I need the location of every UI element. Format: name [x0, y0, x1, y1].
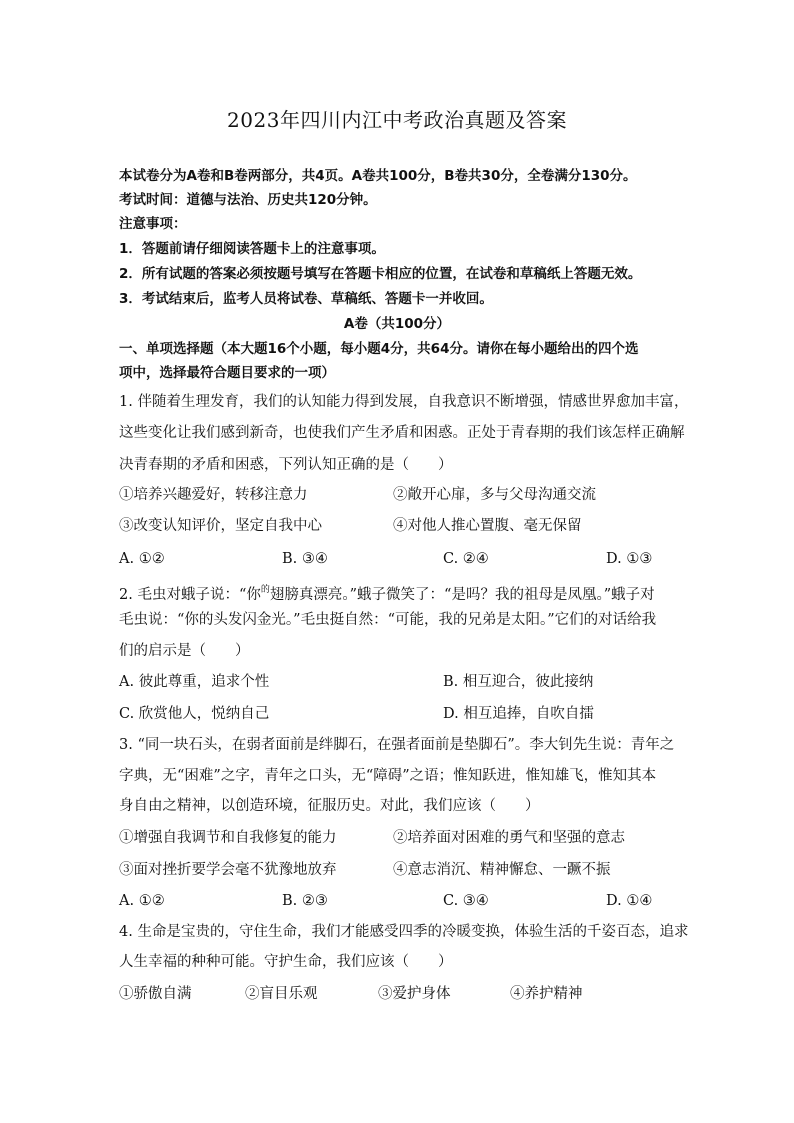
q1-option-d: D. ①③	[606, 551, 653, 567]
note-3: 3．考试结束后，监考人员将试卷、草稿纸、答题卡一并收回。	[119, 291, 493, 307]
q3-stem-line-3: 身自由之精神，以创造环境，征服历史。对此，我们应该（ ）	[119, 798, 540, 814]
q2-option-d: D. 相互追捧，自吹自擂	[443, 706, 594, 722]
q3-statement-4: ④意志消沉、精神懈怠、一蹶不振	[393, 862, 611, 878]
q2-option-c: C. 欣赏他人，悦纳自己	[119, 706, 270, 722]
q2-stem-line-1	[119, 580, 655, 605]
q2-stem-line-3: 们的启示是（ ）	[119, 643, 250, 659]
q1-stem-line-1: 1. 伴随着生理发育，我们的认知能力得到发展，自我意识不断增强，情感世界愈加丰富，	[119, 394, 689, 410]
q4-statement-2: ②盲目乐观	[245, 986, 318, 1002]
q1-stem-line-2: 这些变化让我们感到新奇，也使我们产生矛盾和困惑。正处于青春期的我们该怎样正确解	[119, 425, 685, 441]
q2-stem-line-1-sup: 的	[260, 585, 270, 595]
q3-statement-3: ③面对挫折要学会毫不犹豫地放弃	[119, 862, 337, 878]
q2-stem-line-2: 毛虫说：“你的头发闪金光。”毛虫挺自然：“可能，我的兄弟是太阳。”它们的对话给我	[119, 612, 657, 628]
intro-line-2: 考试时间：道德与法治、历史共120分钟。	[119, 192, 377, 208]
q2-option-a: A. 彼此尊重，追求个性	[119, 674, 270, 690]
q3-stem-line-1: 3. “同一块石头，在弱者面前是绊脚石，在强者面前是垫脚石”。李大钊先生说：青年之	[119, 737, 675, 753]
q3-option-c: C. ③④	[443, 893, 489, 909]
note-2: 2．所有试题的答案必须按题号填写在答题卡相应的位置，在试卷和草稿纸上答题无效。	[119, 266, 642, 282]
q2-option-b: B. 相互迎合，彼此接纳	[443, 674, 594, 690]
page-title: 2023年四川内江中考政治真题及答案	[227, 108, 567, 132]
q3-option-d: D. ①④	[606, 893, 653, 909]
q4-statement-4: ④养护精神	[510, 986, 583, 1002]
q4-statement-3: ③爱护身体	[378, 986, 451, 1002]
q1-statement-4: ④对他人推心置腹、毫无保留	[393, 518, 582, 534]
q3-statement-1: ①增强自我调节和自我修复的能力	[119, 830, 337, 846]
section-a-heading: A卷（共100分）	[343, 316, 451, 332]
part1-heading-line-2: 项中，选择最符合题目要求的一项）	[119, 365, 335, 381]
q1-option-a: A. ①②	[119, 551, 165, 567]
q1-statement-2: ②敞开心扉，多与父母沟通交流	[393, 487, 596, 503]
q1-option-b: B. ③④	[282, 551, 328, 567]
q1-statement-3: ③改变认知评价，坚定自我中心	[119, 518, 322, 534]
q3-option-b: B. ②③	[282, 893, 328, 909]
intro-line-1: 本试卷分为A卷和B卷两部分，共4页。A卷共100分，B卷共30分，全卷满分130分。	[119, 168, 637, 184]
q2-stem-line-1-post: 翅膀真漂亮。”蛾子微笑了：“是吗？我的祖母是凤凰。”蛾子对	[269, 587, 655, 603]
note-1: 1．答题前请仔细阅读答题卡上的注意事项。	[119, 241, 385, 257]
q1-statement-1: ①培养兴趣爱好，转移注意力	[119, 487, 308, 503]
q4-stem-line-1: 4. 生命是宝贵的，守住生命，我们才能感受四季的冷暖变换，体验生活的千姿百态，追求	[119, 924, 689, 940]
q2-stem-line-1-pre: 2. 毛虫对蛾子说：“你	[119, 587, 261, 603]
q1-option-c: C. ②④	[443, 551, 489, 567]
q3-option-a: A. ①②	[119, 893, 165, 909]
q4-stem-line-2: 人生幸福的种种可能。守护生命，我们应该（ ）	[119, 954, 453, 970]
q1-stem-line-3: 决青春期的矛盾和困惑，下列认知正确的是（ ）	[119, 457, 453, 473]
q4-statement-1: ①骄傲自满	[119, 986, 192, 1002]
part1-heading-line-1: 一、单项选择题（本大题16个小题，每小题4分，共64分。请你在每小题给出的四个选	[119, 341, 639, 357]
notes-title: 注意事项：	[119, 216, 187, 232]
q3-statement-2: ②培养面对困难的勇气和坚强的意志	[393, 830, 625, 846]
q3-stem-line-2: 字典，无“困难”之字，青年之口头，无“障碍”之语；惟知跃进，惟知雄飞，惟知其本	[119, 768, 657, 784]
